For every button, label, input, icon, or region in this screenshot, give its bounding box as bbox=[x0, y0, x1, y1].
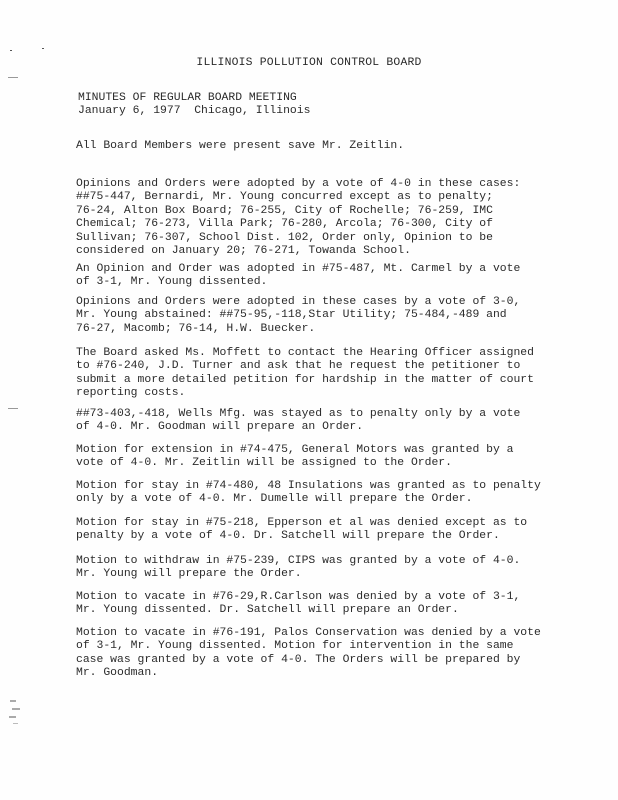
meeting-header-line: January 6, 1977 Chicago, Illinois bbox=[78, 105, 311, 118]
paragraph-line: Chemical; 76-273, Villa Park; 76-280, Arcola; 76-300, City of bbox=[76, 218, 493, 231]
paragraph-line: considered on January 20; 76-271, Towanda School. bbox=[76, 245, 411, 258]
paragraph-line: of 3-1, Mr. Young dissented. Motion for intervention in the same bbox=[76, 640, 514, 653]
paragraph-line: The Board asked Ms. Moffett to contact the Hearing Officer assigned bbox=[76, 347, 534, 359]
paragraph-line: ##75-447, Bernardi, Mr. Young concurred except as to penalty; bbox=[76, 191, 493, 204]
paragraph-line: Mr. Goodman. bbox=[76, 667, 159, 680]
paragraph-line: to #76-240, J.D. Turner and ask that he request the petitioner to bbox=[76, 360, 521, 373]
paragraph-line: Opinions and Orders were adopted in these cases by a vote of 3-0, bbox=[76, 296, 521, 308]
paragraph-line: Motion to vacate in #76-29,R.Carlson was denied by a vote of 3-1, bbox=[76, 591, 521, 603]
paragraph-line: submit a more detailed petition for hardship in the matter of court bbox=[76, 373, 534, 386]
minutes-paragraph bbox=[76, 627, 556, 681]
minutes-paragraph bbox=[76, 178, 556, 258]
scan-speck bbox=[10, 700, 16, 702]
scan-speck bbox=[9, 716, 16, 718]
paragraph-line: 76-27, Macomb; 76-14, H.W. Buecker. bbox=[76, 322, 316, 335]
paragraph-line: Motion to vacate in #76-191, Palos Conservation was denied by a vote bbox=[76, 627, 541, 639]
minutes-paragraph bbox=[76, 263, 556, 290]
paragraph-line: Mr. Young will prepare the Order. bbox=[76, 568, 302, 581]
paragraph-line: vote of 4-0. Mr. Zeitlin will be assigned to the Order. bbox=[76, 457, 452, 470]
paragraph-line: Sullivan; 76-307, School Dist. 102, Order only, Opinion to be bbox=[76, 231, 493, 244]
minutes-paragraph bbox=[76, 591, 556, 618]
minutes-paragraph bbox=[76, 347, 556, 401]
paragraph-line: case was granted by a vote of 4-0. The Orders will be prepared by bbox=[76, 653, 521, 666]
minutes-paragraph bbox=[76, 296, 556, 336]
paragraph-line: Motion for extension in #74-475, General Motors was granted by a bbox=[76, 444, 514, 456]
meeting-header bbox=[78, 92, 310, 119]
paragraph-line: All Board Members were present save Mr. Zeitlin. bbox=[76, 140, 405, 152]
minutes-paragraph bbox=[76, 444, 556, 471]
paragraph-line: penalty by a vote of 4-0. Dr. Satchell will prepare the Order. bbox=[76, 530, 500, 543]
paragraph-line: Mr. Young abstained: ##75-95,-118,Star Utility; 75-484,-489 and bbox=[76, 309, 507, 322]
paragraph-line: Motion for stay in #75-218, Epperson et al was denied except as to bbox=[76, 517, 528, 529]
scan-speck bbox=[8, 77, 18, 78]
minutes-paragraph bbox=[76, 480, 556, 507]
paragraph-line: of 3-1, Mr. Young dissented. bbox=[76, 276, 268, 289]
scan-speck bbox=[10, 50, 12, 51]
document-title: ILLINOIS POLLUTION CONTROL BOARD bbox=[196, 57, 422, 69]
paragraph-line: 76-24, Alton Box Board; 76-255, City of Rochelle; 76-259, IMC bbox=[76, 204, 493, 217]
minutes-paragraph bbox=[76, 517, 556, 544]
paragraph-line: Opinions and Orders were adopted by a vote of 4-0 in these cases: bbox=[76, 178, 521, 190]
scan-speck bbox=[13, 723, 18, 724]
minutes-paragraph bbox=[76, 555, 556, 582]
scan-speck bbox=[42, 48, 44, 49]
meeting-header-line: MINUTES OF REGULAR BOARD MEETING bbox=[78, 92, 297, 104]
paragraph-line: An Opinion and Order was adopted in #75-487, Mt. Carmel by a vote bbox=[76, 263, 521, 275]
paragraph-line: only by a vote of 4-0. Mr. Dumelle will prepare the Order. bbox=[76, 493, 473, 506]
paragraph-line: ##73-403,-418, Wells Mfg. was stayed as to penalty only by a vote bbox=[76, 408, 521, 420]
paragraph-line: Mr. Young dissented. Dr. Satchell will prepare an Order. bbox=[76, 604, 459, 617]
minutes-paragraph bbox=[76, 140, 556, 153]
scan-speck bbox=[12, 708, 20, 710]
paragraph-line: Motion to withdraw in #75-239, CIPS was granted by a vote of 4-0. bbox=[76, 555, 521, 567]
scan-speck bbox=[8, 408, 18, 409]
paragraph-line: reporting costs. bbox=[76, 387, 186, 400]
paragraph-line: of 4-0. Mr. Goodman will prepare an Order. bbox=[76, 421, 364, 434]
paragraph-line: Motion for stay in #74-480, 48 Insulations was granted as to penalty bbox=[76, 480, 541, 492]
minutes-paragraph bbox=[76, 408, 556, 435]
